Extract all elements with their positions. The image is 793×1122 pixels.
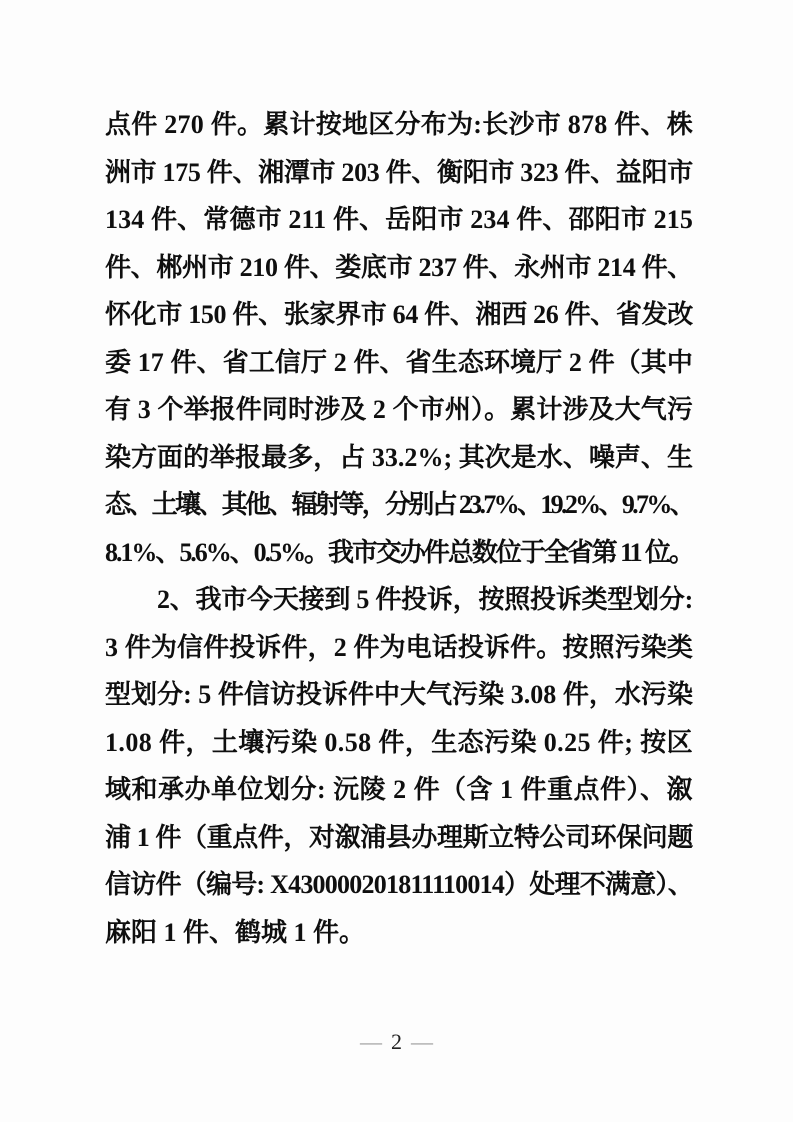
text-line — [105, 244, 693, 292]
footer-dash-right: — — [411, 1029, 433, 1054]
text-line-content: 浦 1 件（重点件，对溆浦县办理斯立特公司环保问题 — [105, 822, 693, 852]
text-line — [105, 529, 693, 577]
text-line-content: 8.1%、5.6%、0.5%。我市交办件总数位于全省第 11 位。 — [105, 537, 693, 567]
text-line-content: 怀化市 150 件、张家界市 64 件、湘西 26 件、省发改 — [105, 300, 693, 329]
text-line — [105, 339, 693, 387]
text-line-content: 134 件、常德市 211 件、岳阳市 234 件、邵阳市 215 — [105, 205, 693, 234]
text-line-paragraph-start — [105, 576, 693, 624]
text-line-content: 态、土壤、其他、辐射等，分别占 23.7%、19.2%、9.7%、 — [105, 490, 693, 519]
footer-dash-left: — — [360, 1029, 382, 1054]
text-line-content: 洲市 175 件、湘潭市 203 件、衡阳市 323 件、益阳市 — [105, 157, 693, 187]
text-line-content: 委 17 件、省工信厅 2 件、省生态环境厅 2 件（其中 — [105, 347, 693, 377]
text-line — [105, 386, 693, 434]
text-line — [105, 101, 693, 149]
text-line — [105, 671, 693, 719]
text-line — [105, 434, 693, 482]
text-column — [105, 101, 693, 956]
text-line — [105, 719, 693, 767]
text-line-content: 麻阳 1 件、鹤城 1 件。 — [105, 917, 366, 947]
page-footer — [0, 1029, 793, 1055]
text-line-content: 点件 270 件。累计按地区分布为:长沙市 878 件、株 — [105, 110, 693, 139]
text-line-content: 型划分: 5 件信访投诉件中大气污染 3.08 件，水污染 — [105, 680, 693, 709]
text-line — [105, 196, 693, 244]
text-line — [105, 291, 693, 339]
text-line — [105, 814, 693, 862]
text-line — [105, 861, 693, 909]
text-line-content: 3 件为信件投诉件，2 件为电话投诉件。按照污染类 — [105, 632, 693, 662]
text-line-content: 信访件（编号: X430000201811110014）处理不满意）、 — [105, 870, 693, 899]
page-number: 2 — [391, 1029, 402, 1054]
text-line — [105, 149, 693, 197]
text-line-paragraph-end — [105, 909, 693, 957]
text-line — [105, 624, 693, 672]
text-line-content: 2、我市今天接到 5 件投诉，按照投诉类型划分: — [157, 585, 693, 614]
text-line-content: 有 3 个举报件同时涉及 2 个市州）。累计涉及大气污 — [105, 395, 693, 424]
text-line-content: 域和承办单位划分: 沅陵 2 件（含 1 件重点件）、溆 — [105, 775, 693, 804]
text-line-content: 1.08 件，土壤污染 0.58 件，生态污染 0.25 件; 按区 — [105, 727, 693, 757]
text-line — [105, 481, 693, 529]
text-line — [105, 766, 693, 814]
text-line-content: 件、郴州市 210 件、娄底市 237 件、永州市 214 件、 — [105, 252, 693, 282]
text-line-content: 染方面的举报最多，占 33.2%; 其次是水、噪声、生 — [105, 442, 693, 472]
